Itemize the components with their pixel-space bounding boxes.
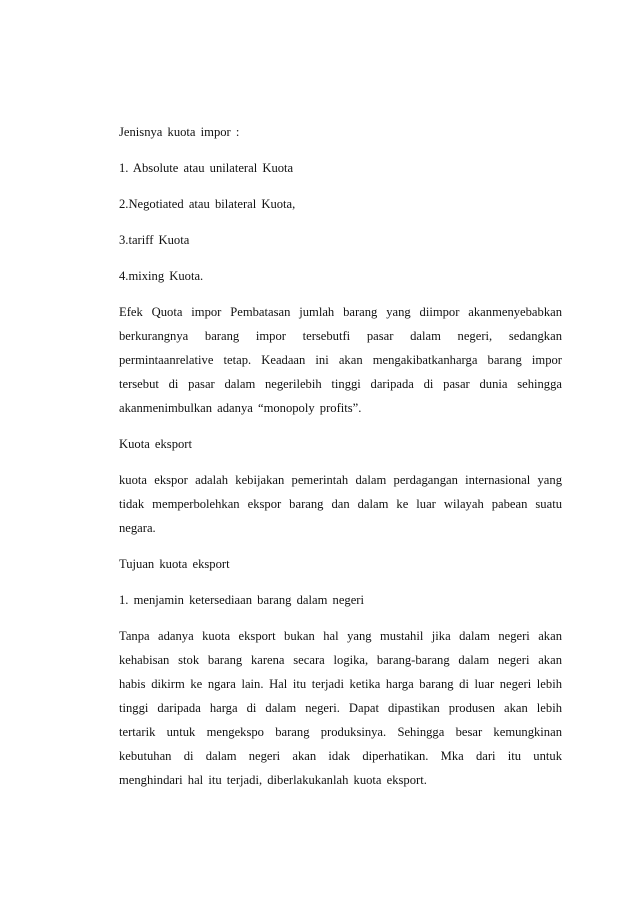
paragraph-line: akanmenimbulkan adanya “monopoly profits”.: [119, 401, 362, 415]
paragraph-line: Tanpa adanya kuota eksport bukan hal yang mustahil jika dalam negeri akan: [119, 629, 562, 643]
paragraph-tanpa-kuota: [119, 624, 562, 792]
paragraph-line: tinggi daripada harga di dalam negeri. Dapat dipastikan produsen akan lebih: [119, 701, 562, 715]
paragraph-line: kehabisan stok barang karena secara logika, barang-barang dalam negeri akan: [119, 653, 562, 667]
paragraph-line: kebutuhan di dalam negeri akan idak diperhatikan. Mka dari itu untuk: [119, 749, 562, 763]
paragraph-line: tertarik untuk mengekspo barang produksinya. Sehingga besar kemungkinan: [119, 725, 562, 739]
paragraph-line: permintaanrelative tetap. Keadaan ini akan mengakibatkanharga barang impor: [119, 353, 562, 367]
section-title-tujuan: Tujuan kuota eksport: [119, 557, 230, 571]
paragraph-kuota-ekspor: [119, 468, 562, 540]
section-title-kuota-eksport: Kuota eksport: [119, 437, 192, 451]
paragraph-efek-quota: [119, 300, 562, 420]
list-item: 3.tariff Kuota: [119, 233, 190, 247]
list-item: 2.Negotiated atau bilateral Kuota,: [119, 197, 296, 211]
paragraph-line: habis dikirm ke ngara lain. Hal itu terjadi ketika harga barang di luar negeri lebih: [119, 677, 562, 691]
heading-jenis-kuota-impor: Jenisnya kuota impor :: [119, 125, 240, 139]
paragraph-line: berkurangnya barang impor tersebutfi pasar dalam negeri, sedangkan: [119, 329, 562, 343]
paragraph-line: menghindari hal itu terjadi, diberlakukanlah kuota eksport.: [119, 773, 427, 787]
paragraph-line: kuota ekspor adalah kebijakan pemerintah dalam perdagangan internasional yang: [119, 473, 562, 487]
paragraph-line: tersebut di pasar dalam negerilebih tinggi daripada di pasar dunia sehingga: [119, 377, 562, 391]
list-item: 4.mixing Kuota.: [119, 269, 204, 283]
document-body: [119, 120, 562, 792]
paragraph-line: tidak memperbolehkan ekspor barang dan dalam ke luar wilayah pabean suatu: [119, 497, 562, 511]
list-item: 1. menjamin ketersediaan barang dalam negeri: [119, 593, 364, 607]
list-item: 1. Absolute atau unilateral Kuota: [119, 161, 294, 175]
paragraph-line: Efek Quota impor Pembatasan jumlah barang yang diimpor akanmenyebabkan: [119, 305, 562, 319]
paragraph-line: negara.: [119, 521, 156, 535]
